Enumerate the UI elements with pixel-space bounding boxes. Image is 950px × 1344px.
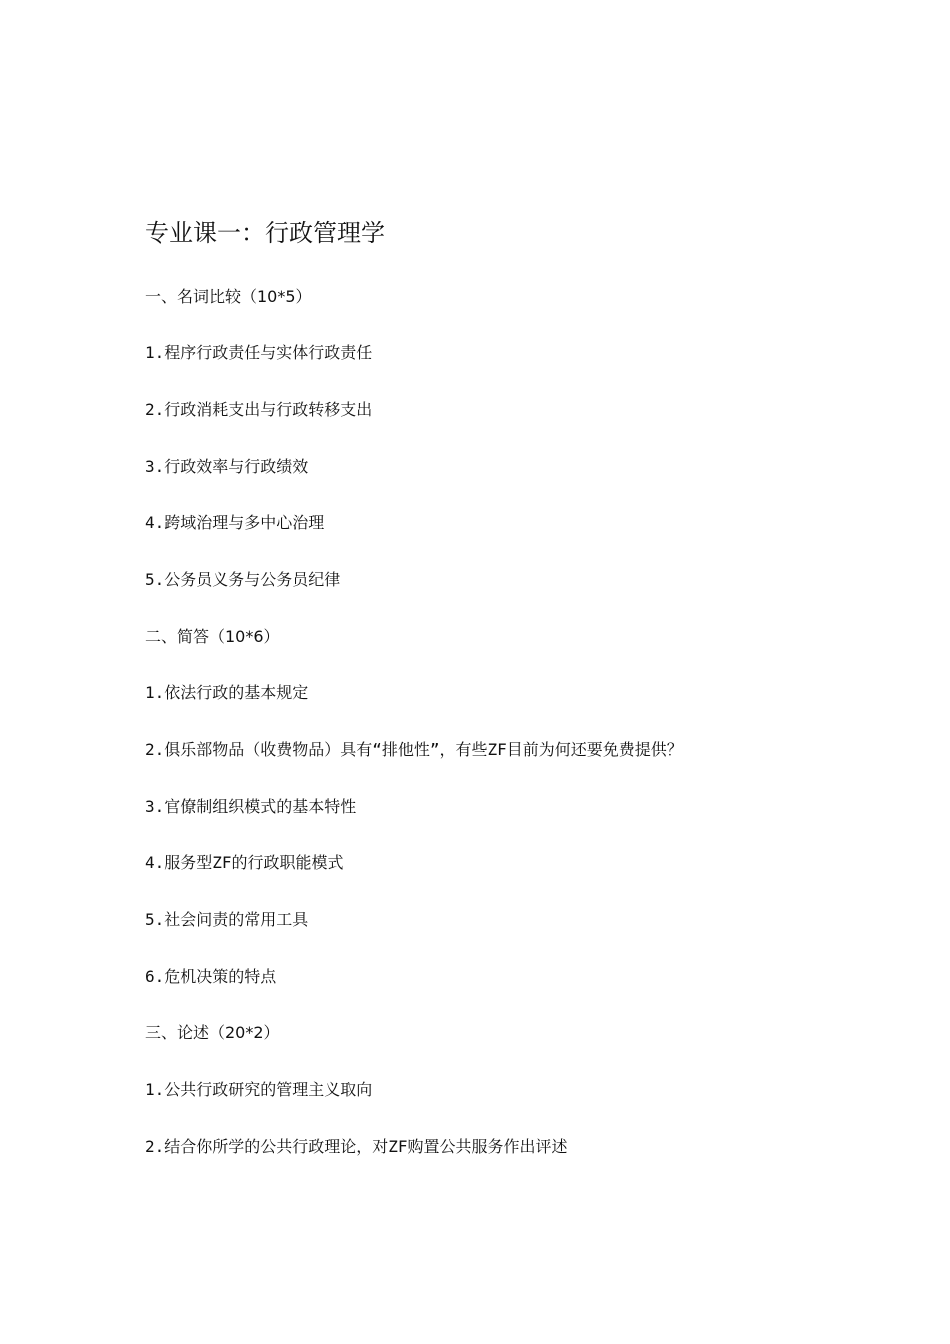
question-item: 6.危机决策的特点 <box>145 967 277 986</box>
question-item: 2.结合你所学的公共行政理论，对ZF购置公共服务作出评述 <box>145 1137 568 1156</box>
question-item: 1.公共行政研究的管理主义取向 <box>145 1080 373 1099</box>
question-item: 3.官僚制组织模式的基本特性 <box>145 797 357 816</box>
section-heading-2: 二、简答（10*6） <box>145 627 280 646</box>
section-heading-3: 三、论述（20*2） <box>145 1023 280 1042</box>
question-item: 5.公务员义务与公务员纪律 <box>145 570 341 589</box>
question-item: 1.程序行政责任与实体行政责任 <box>145 343 373 362</box>
question-item: 4.服务型ZF的行政职能模式 <box>145 853 344 872</box>
question-item: 2.行政消耗支出与行政转移支出 <box>145 400 373 419</box>
document-title: 专业课一：行政管理学 <box>145 219 385 247</box>
question-item: 2.俱乐部物品（收费物品）具有“排他性”，有些ZF目前为何还要免费提供？ <box>145 740 683 759</box>
question-item: 4.跨域治理与多中心治理 <box>145 513 325 532</box>
question-item: 3.行政效率与行政绩效 <box>145 457 309 476</box>
question-item: 5.社会问责的常用工具 <box>145 910 309 929</box>
section-heading-1: 一、名词比较（10*5） <box>145 287 312 306</box>
question-item: 1.依法行政的基本规定 <box>145 683 309 702</box>
